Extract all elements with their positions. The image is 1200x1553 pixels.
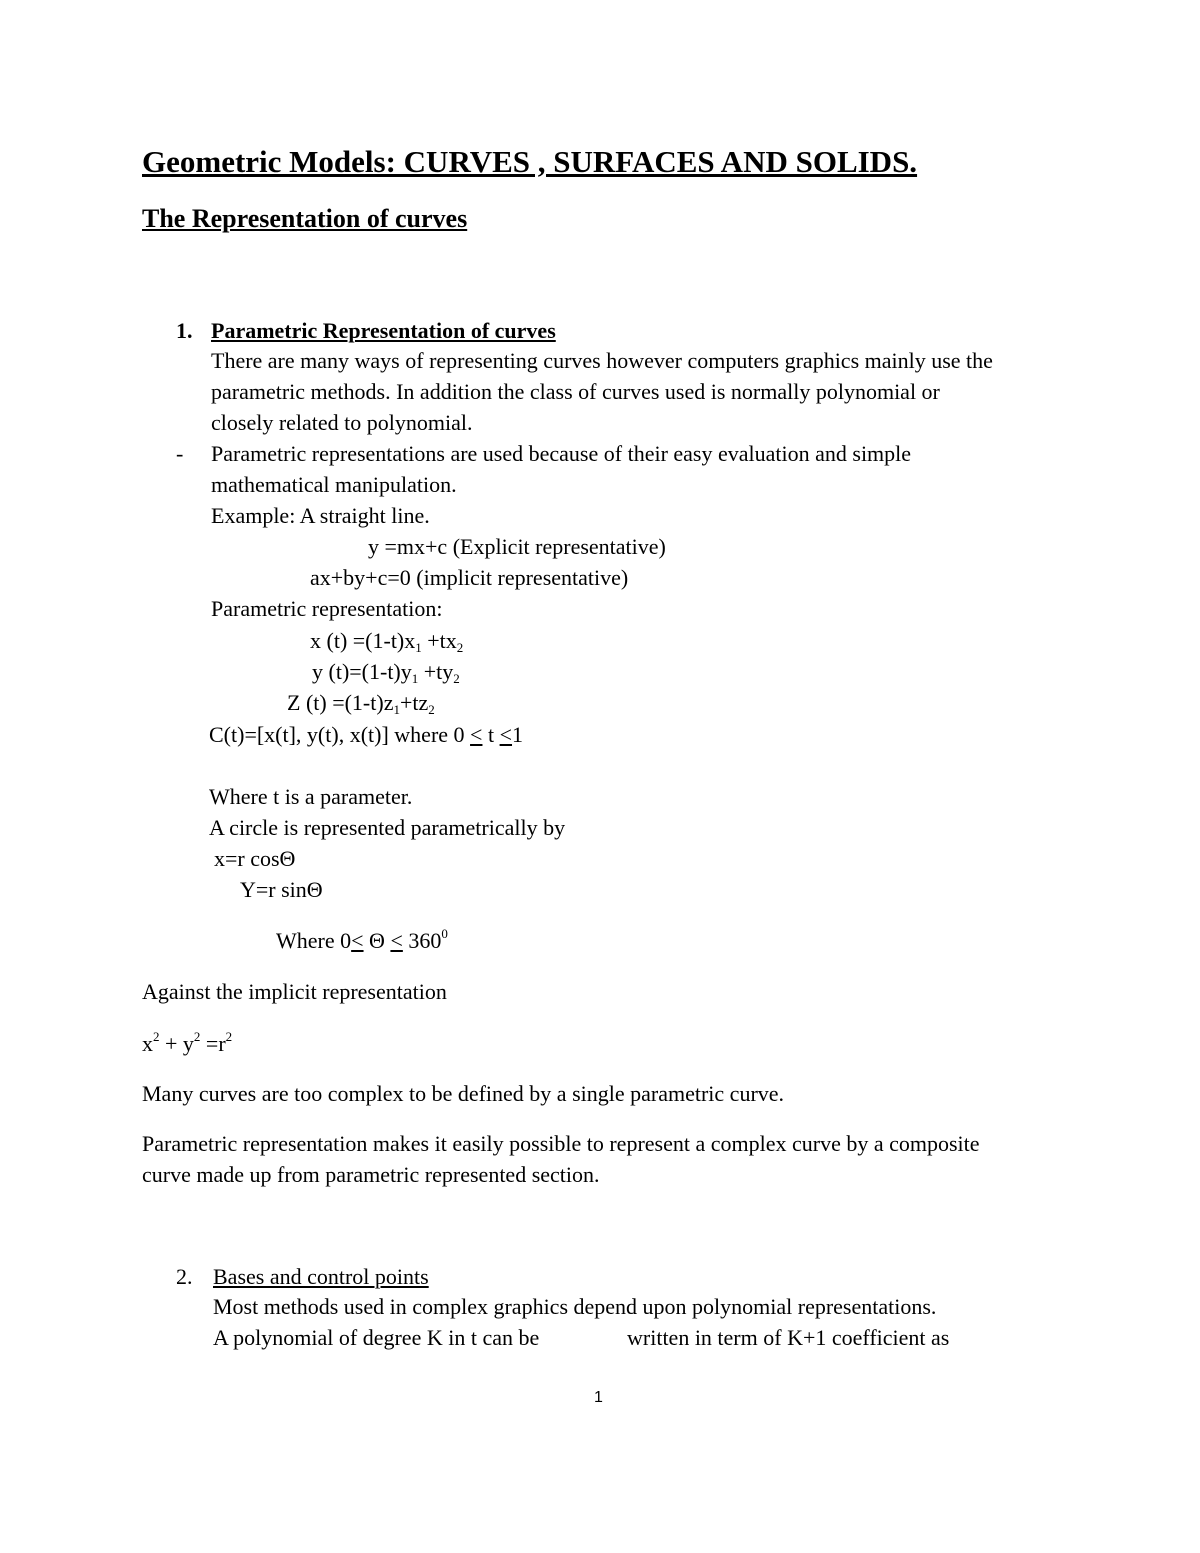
paragraph-line: Parametric representation makes it easily possible to represent a complex curve by a composite [142, 1131, 980, 1156]
paragraph-line: closely related to polynomial. [211, 410, 473, 435]
paragraph-line: A circle is represented parametrically by [209, 815, 566, 840]
list-dash: - [176, 441, 184, 466]
paragraph-line: Parametric representations are used because of their easy evaluation and simple [211, 441, 912, 466]
paragraph-line: parametric methods. In addition the class of curves used is normally polynomial or [211, 379, 940, 404]
equation-y-sin: Y=r sinΘ [240, 877, 323, 902]
section-1-heading: Parametric Representation of curves [211, 318, 556, 343]
equation-implicit-circle: $x^2 + y^2 =r^2$ [142, 1029, 233, 1056]
example-line: Example: A straight line. [211, 503, 430, 528]
paragraph-line: A polynomial of degree K in t can be [213, 1325, 540, 1350]
section-1-number: 1. [176, 318, 193, 343]
paragraph-line: curve made up from parametric represented section. [142, 1162, 600, 1187]
paragraph-line: Most methods used in complex graphics depend upon polynomial representations. [213, 1294, 937, 1319]
equation-implicit: ax+by+c=0 (implicit representative) [310, 565, 629, 590]
document-title: Geometric Models: CURVES , SURFACES AND SOLIDS. [142, 144, 918, 179]
equation-y-t: y $(t)=(1-t)y_1 +ty_2$ [312, 659, 460, 686]
section-subtitle: The Representation of curves [142, 204, 468, 233]
page-number: 1 [594, 1389, 603, 1406]
equation-z-t: Z $(t) =(1-t)z_1+tz_2$ [287, 690, 435, 717]
equation-x-t: x $(t) =(1-t)x_1 +tx_2$ [310, 628, 464, 655]
paragraph-line: Where t is a parameter. [209, 784, 413, 809]
paragraph-line: mathematical manipulation. [211, 472, 457, 497]
equation-c-t: C(t)=[x(t], y(t), x(t)] where 0 < t <1 [209, 722, 524, 747]
paragraph-line: Against the implicit representation [142, 979, 447, 1004]
parametric-label: Parametric representation: [211, 596, 443, 621]
paragraph-line: written in term of K+1 coefficient as [627, 1325, 950, 1350]
section-2-number: 2. [176, 1264, 193, 1289]
section-2-heading: Bases and control points [213, 1264, 429, 1289]
equation-explicit: y =mx+c (Explicit representative) [368, 534, 666, 559]
equation-x-cos: x=r cosΘ [214, 846, 296, 871]
paragraph-line: Many curves are too complex to be defined by a single parametric curve. [142, 1081, 785, 1106]
paragraph-line: There are many ways of representing curves however computers graphics mainly use the [211, 348, 993, 373]
equation-theta-range: Where $0< \Theta < 360^0$ [276, 926, 448, 953]
